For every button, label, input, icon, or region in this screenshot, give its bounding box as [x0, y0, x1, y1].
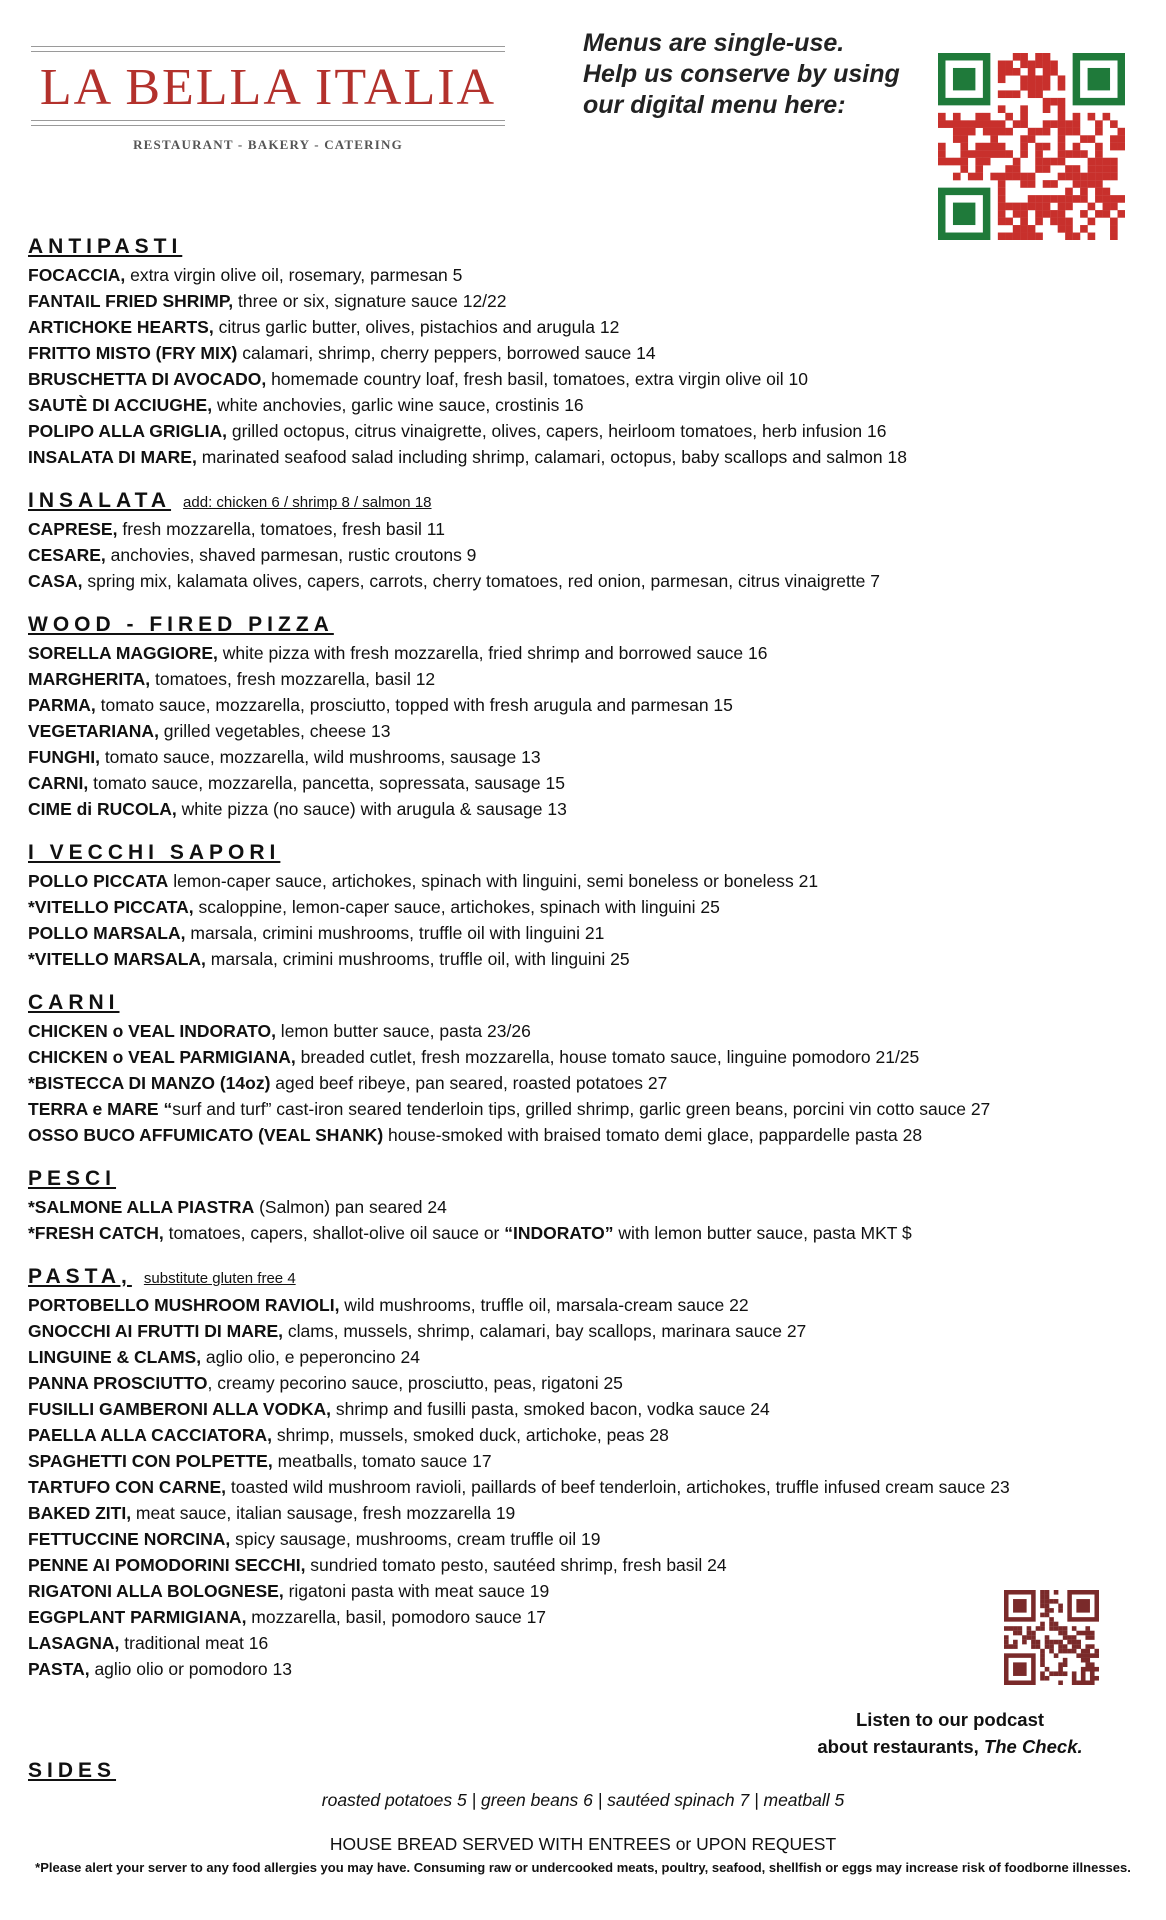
section-note: substitute gluten free 4: [143, 1270, 296, 1287]
menu-item-description: anchovies, shaved parmesan, rustic croutons 9: [105, 545, 477, 565]
menu-item: [28, 1070, 1148, 1096]
section-heading: [28, 1166, 1148, 1192]
menu-item-name: FANTAIL FRIED SHRIMP,: [28, 291, 234, 311]
menu-item: [28, 640, 1148, 666]
menu-item-name: *BISTECCA DI MANZO (14oz): [28, 1073, 271, 1093]
menu-item: [28, 262, 1148, 288]
menu-item-name: TARTUFO CON CARNE,: [28, 1477, 226, 1497]
house-bread-note: HOUSE BREAD SERVED WITH ENTREES or UPON REQUEST: [329, 1834, 837, 1854]
menu-section: [28, 840, 1148, 972]
menu-item-description: marsala, crimini mushrooms, truffle oil with linguini 21: [185, 923, 605, 943]
menu-item-description: rigatoni pasta with meat sauce 19: [283, 1581, 550, 1601]
menu-item: [28, 288, 1148, 314]
menu-item-description: meatballs, tomato sauce 17: [272, 1451, 492, 1471]
menu-item: [28, 1370, 1148, 1396]
menu-item: [28, 1396, 1148, 1422]
menu-item-description: , creamy pecorino sauce, prosciutto, peas, rigatoni 25: [207, 1373, 623, 1393]
section-title: CARNI: [28, 991, 120, 1014]
menu-item-name: “INDORATO”: [504, 1223, 614, 1243]
menu-item: [28, 1018, 1148, 1044]
promo-line-2: Help us conserve by using: [583, 60, 900, 88]
menu-item-name: FUNGHI,: [28, 747, 100, 767]
menu-item-name: FOCACCIA,: [28, 265, 126, 285]
menu-item: [28, 1474, 1148, 1500]
menu-item: [28, 1656, 1148, 1682]
menu-item-description: meat sauce, italian sausage, fresh mozzarella 19: [131, 1503, 516, 1523]
menu-item-name: FRITTO MISTO (FRY MIX): [28, 343, 238, 363]
section-title: WOOD - FIRED PIZZA: [28, 613, 334, 636]
sides-heading: SIDES: [28, 1759, 117, 1782]
section-heading: [28, 990, 1148, 1016]
menu-item-description: traditional meat 16: [119, 1633, 269, 1653]
menu-item: [28, 1318, 1148, 1344]
menu-item-description: grilled octopus, citrus vinaigrette, olives, capers, heirloom tomatoes, herb infusion 16: [226, 421, 887, 441]
menu-item-name: OSSO BUCO AFFUMICATO (VEAL SHANK): [28, 1125, 384, 1145]
section-title: INSALATA: [28, 489, 172, 512]
menu-item: [28, 1604, 1148, 1630]
menu-item-description: grilled vegetables, cheese 13: [158, 721, 391, 741]
menu-item-name: CHICKEN o VEAL PARMIGIANA,: [28, 1047, 296, 1067]
menu-item-description: surf and turf” cast-iron seared tenderloin tips, grilled shrimp, garlic green beans, porcini vin cotto sauce 27: [172, 1099, 991, 1119]
menu-item: [28, 868, 1148, 894]
menu-item-name: BRUSCHETTA DI AVOCADO,: [28, 369, 267, 389]
allergy-disclaimer: *Please alert your server to any food allergies you may have. Consuming raw or undercooked meats, poultry, seafood, shellfish or eggs may increase risk of foodborne illnesses.: [35, 1860, 1131, 1875]
podcast-qr-code-icon[interactable]: [1004, 1590, 1099, 1685]
menu-item-name: SORELLA MAGGIORE,: [28, 643, 218, 663]
menu-item-description: white pizza with fresh mozzarella, fried shrimp and borrowed sauce 16: [217, 643, 768, 663]
menu-item: [28, 718, 1148, 744]
menu-item: [28, 1448, 1148, 1474]
menu-item-name: TERRA e MARE “: [28, 1099, 173, 1119]
section-heading: [28, 1264, 1148, 1290]
menu-item-name: INSALATA DI MARE,: [28, 447, 197, 467]
menu-item: [28, 1194, 1148, 1220]
menu-item: [28, 516, 1148, 542]
menu-item: [28, 920, 1148, 946]
menu-item-name: CAPRESE,: [28, 519, 118, 539]
menu-item-description: aglio olio or pomodoro 13: [89, 1659, 292, 1679]
menu-item-description: citrus garlic butter, olives, pistachios and arugula 12: [213, 317, 620, 337]
menu-item-description: spring mix, kalamata olives, capers, carrots, cherry tomatoes, red onion, parmesan, citrus vinaigrette 7: [82, 571, 881, 591]
menu-item: [28, 1096, 1148, 1122]
menu-item-description: lemon-caper sauce, artichokes, spinach with linguini, semi boneless or boneless 21: [168, 871, 819, 891]
logo-rule-top: [31, 46, 505, 47]
menu-item-name: SPAGHETTI CON POLPETTE,: [28, 1451, 273, 1471]
menu-item-name: POLLO MARSALA,: [28, 923, 186, 943]
qr-code-icon[interactable]: [938, 53, 1125, 240]
menu-item-name: CHICKEN o VEAL INDORATO,: [28, 1021, 276, 1041]
menu-item-description: lemon butter sauce, pasta 23/26: [275, 1021, 531, 1041]
menu-item-description: tomatoes, capers, shallot-olive oil sauce or: [163, 1223, 505, 1243]
menu-item-name: *SALMONE ALLA PIASTRA: [28, 1197, 255, 1217]
menu-item-name: RIGATONI ALLA BOLOGNESE,: [28, 1581, 284, 1601]
promo-line-3: our digital menu here:: [583, 91, 846, 119]
menu-item: [28, 796, 1148, 822]
menu-item-name: ARTICHOKE HEARTS,: [28, 317, 214, 337]
menu-item: [28, 666, 1148, 692]
logo-rule-bottom-inner: [31, 125, 505, 126]
menu-item: [28, 1044, 1148, 1070]
menu-item-description: sundried tomato pesto, sautéed shrimp, fresh basil 24: [305, 1555, 727, 1575]
menu-section: [28, 1264, 1148, 1682]
menu-item-description: three or six, signature sauce 12/22: [233, 291, 507, 311]
menu-item: [28, 1552, 1148, 1578]
menu-item-description: (Salmon) pan seared 24: [254, 1197, 447, 1217]
menu-item-description: breaded cutlet, fresh mozzarella, house tomato sauce, linguine pomodoro 21/25: [295, 1047, 920, 1067]
menu-item-description: marsala, crimini mushrooms, truffle oil, with linguini 25: [205, 949, 630, 969]
menu-item: [28, 1630, 1148, 1656]
menu-item-name: SAUTÈ DI ACCIUGHE,: [28, 395, 213, 415]
menu-item-name: POLLO PICCATA: [28, 871, 169, 891]
menu-item-name: FETTUCCINE NORCINA,: [28, 1529, 231, 1549]
menu-item-name: CIME di RUCOLA,: [28, 799, 177, 819]
section-note: add: chicken 6 / shrimp 8 / salmon 18: [183, 494, 432, 511]
menu-item-description: spicy sausage, mushrooms, cream truffle oil 19: [230, 1529, 601, 1549]
menu-item: [28, 894, 1148, 920]
menu-item-name: BAKED ZITI,: [28, 1503, 132, 1523]
menu-item-name: CARNI,: [28, 773, 89, 793]
menu-item-description: scaloppine, lemon-caper sauce, artichokes, spinach with linguini 25: [193, 897, 720, 917]
menu-section: [28, 990, 1148, 1148]
menu-item: [28, 692, 1148, 718]
menu-item-name: PENNE AI POMODORINI SECCHI,: [28, 1555, 306, 1575]
menu-item-name: MARGHERITA,: [28, 669, 151, 689]
menu-item: [28, 744, 1148, 770]
section-heading: [28, 612, 1148, 638]
menu-item-description: tomato sauce, mozzarella, pancetta, sopressata, sausage 15: [88, 773, 565, 793]
menu-item: [28, 770, 1148, 796]
menu-section: [28, 234, 1148, 470]
menu-item-description: white anchovies, garlic wine sauce, crostinis 16: [212, 395, 584, 415]
menu-item-name: LASAGNA,: [28, 1633, 120, 1653]
menu-item: [28, 542, 1148, 568]
menu-sections: [28, 234, 1148, 1700]
menu-item: [28, 444, 1148, 470]
menu-item-name: FUSILLI GAMBERONI ALLA VODKA,: [28, 1399, 331, 1419]
menu-item-description: tomato sauce, mozzarella, prosciutto, topped with fresh arugula and parmesan 15: [95, 695, 733, 715]
menu-item: [28, 340, 1148, 366]
menu-item-description: marinated seafood salad including shrimp, calamari, octopus, baby scallops and salmon 18: [196, 447, 907, 467]
section-heading: [28, 488, 1148, 514]
menu-item-name: PANNA PROSCIUTTO: [28, 1373, 208, 1393]
menu-item: [28, 1292, 1148, 1318]
menu-item-name: VEGETARIANA,: [28, 721, 159, 741]
menu-item-description: aged beef ribeye, pan seared, roasted potatoes 27: [270, 1073, 668, 1093]
restaurant-logo: [31, 46, 505, 156]
section-title: PESCI: [28, 1167, 117, 1190]
menu-item-name: PASTA,: [28, 1659, 90, 1679]
restaurant-name: LA BELLA ITALIA: [39, 59, 497, 116]
menu-item-name: PARMA,: [28, 695, 96, 715]
menu-item-description: wild mushrooms, truffle oil, marsala-cream sauce 22: [339, 1295, 749, 1315]
menu-item-description: shrimp and fusilli pasta, smoked bacon, vodka sauce 24: [331, 1399, 770, 1419]
menu-item: [28, 314, 1148, 340]
logo-rule-top-inner: [31, 51, 505, 52]
menu-item: [28, 1422, 1148, 1448]
menu-item-description: shrimp, mussels, smoked duck, artichoke, peas 28: [272, 1425, 669, 1445]
section-heading: [28, 840, 1148, 866]
menu-item-description: mozzarella, basil, pomodoro sauce 17: [246, 1607, 547, 1627]
logo-rule-bottom: [31, 120, 505, 121]
menu-item-description: tomato sauce, mozzarella, wild mushrooms, sausage 13: [99, 747, 541, 767]
menu-item: [28, 1526, 1148, 1552]
menu-item: [28, 392, 1148, 418]
menu-item-description: toasted wild mushroom ravioli, paillards of beef tenderloin, artichokes, truffle infused cream sauce 23: [226, 1477, 1010, 1497]
menu-item-description: with lemon butter sauce, pasta MKT $: [613, 1223, 912, 1243]
podcast-title: The Check.: [983, 1736, 1083, 1757]
menu-item-name: *FRESH CATCH,: [28, 1223, 164, 1243]
menu-item-description: white pizza (no sauce) with arugula & sausage 13: [176, 799, 567, 819]
menu-item-name: LINGUINE & CLAMS,: [28, 1347, 202, 1367]
menu-item-name: EGGPLANT PARMIGIANA,: [28, 1607, 247, 1627]
menu-section: [28, 612, 1148, 822]
podcast-promo: [800, 1706, 1100, 1760]
menu-item-description: calamari, shrimp, cherry peppers, borrowed sauce 14: [237, 343, 656, 363]
menu-item-description: clams, mussels, shrimp, calamari, bay scallops, marinara sauce 27: [283, 1321, 807, 1341]
menu-item: [28, 1578, 1148, 1604]
menu-item-name: POLIPO ALLA GRIGLIA,: [28, 421, 227, 441]
menu-section: [28, 1166, 1148, 1246]
menu-item-name: *VITELLO PICCATA,: [28, 897, 194, 917]
menu-item-description: extra virgin olive oil, rosemary, parmesan 5: [125, 265, 463, 285]
section-heading: [28, 234, 1148, 260]
section-title: PASTA,: [28, 1265, 132, 1288]
menu-item-description: aglio olio, e peperoncino 24: [201, 1347, 420, 1367]
menu-item: [28, 366, 1148, 392]
menu-item: [28, 568, 1148, 594]
menu-item-name: GNOCCHI AI FRUTTI DI MARE,: [28, 1321, 284, 1341]
menu-item-name: *VITELLO MARSALA,: [28, 949, 206, 969]
menu-item: [28, 1220, 1148, 1246]
menu-item-name: CESARE,: [28, 545, 106, 565]
section-title: I VECCHI SAPORI: [28, 841, 281, 864]
menu-item: [28, 1122, 1148, 1148]
menu-item-description: fresh mozzarella, tomatoes, fresh basil 11: [117, 519, 445, 539]
podcast-line-2-prefix: about restaurants,: [817, 1736, 984, 1757]
section-title: ANTIPASTI: [28, 235, 183, 258]
menu-item-description: homemade country loaf, fresh basil, tomatoes, extra virgin olive oil 10: [266, 369, 808, 389]
digital-menu-promo: [583, 28, 913, 121]
podcast-line-2: [800, 1733, 1100, 1760]
menu-item: [28, 1344, 1148, 1370]
menu-item: [28, 418, 1148, 444]
menu-item-description: tomatoes, fresh mozzarella, basil 12: [150, 669, 436, 689]
menu-item-name: PORTOBELLO MUSHROOM RAVIOLI,: [28, 1295, 340, 1315]
podcast-line-1: Listen to our podcast: [855, 1709, 1045, 1730]
menu-item-name: PAELLA ALLA CACCIATORA,: [28, 1425, 273, 1445]
menu-item: [28, 946, 1148, 972]
menu-item: [28, 1500, 1148, 1526]
promo-line-1: Menus are single-use.: [583, 29, 845, 57]
sides-list: roasted potatoes 5 | green beans 6 | sautéed spinach 7 | meatball 5: [321, 1790, 845, 1810]
menu-item-description: house-smoked with braised tomato demi glace, pappardelle pasta 28: [383, 1125, 923, 1145]
menu-item-name: CASA,: [28, 571, 83, 591]
restaurant-tagline: RESTAURANT - BAKERY - CATERING: [133, 137, 403, 152]
menu-section: [28, 488, 1148, 594]
